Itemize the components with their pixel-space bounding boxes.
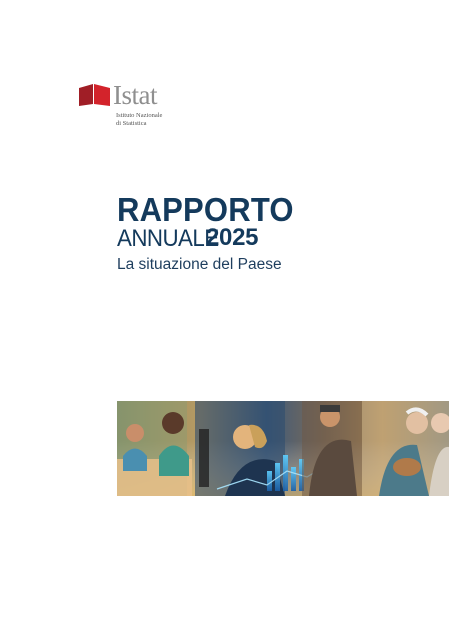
istat-logo-mark-icon: [79, 84, 113, 106]
logo-subtitle-line2: di Statistica: [116, 119, 147, 127]
cover-photo-collage: [117, 401, 449, 496]
title-word-annuale: ANNUALE: [117, 225, 219, 252]
photo-collage-icon: [117, 401, 449, 496]
logo-wordmark: Istat: [113, 80, 157, 110]
logo-subtitle: [116, 112, 176, 127]
title-line-rapporto: RAPPORTO: [117, 191, 294, 228]
istat-logo[interactable]: [79, 80, 169, 140]
title-year: 2025: [206, 224, 259, 251]
logo-subtitle-line1: Istituto Nazionale: [116, 112, 163, 119]
report-subtitle: La situazione del Paese: [117, 256, 282, 273]
